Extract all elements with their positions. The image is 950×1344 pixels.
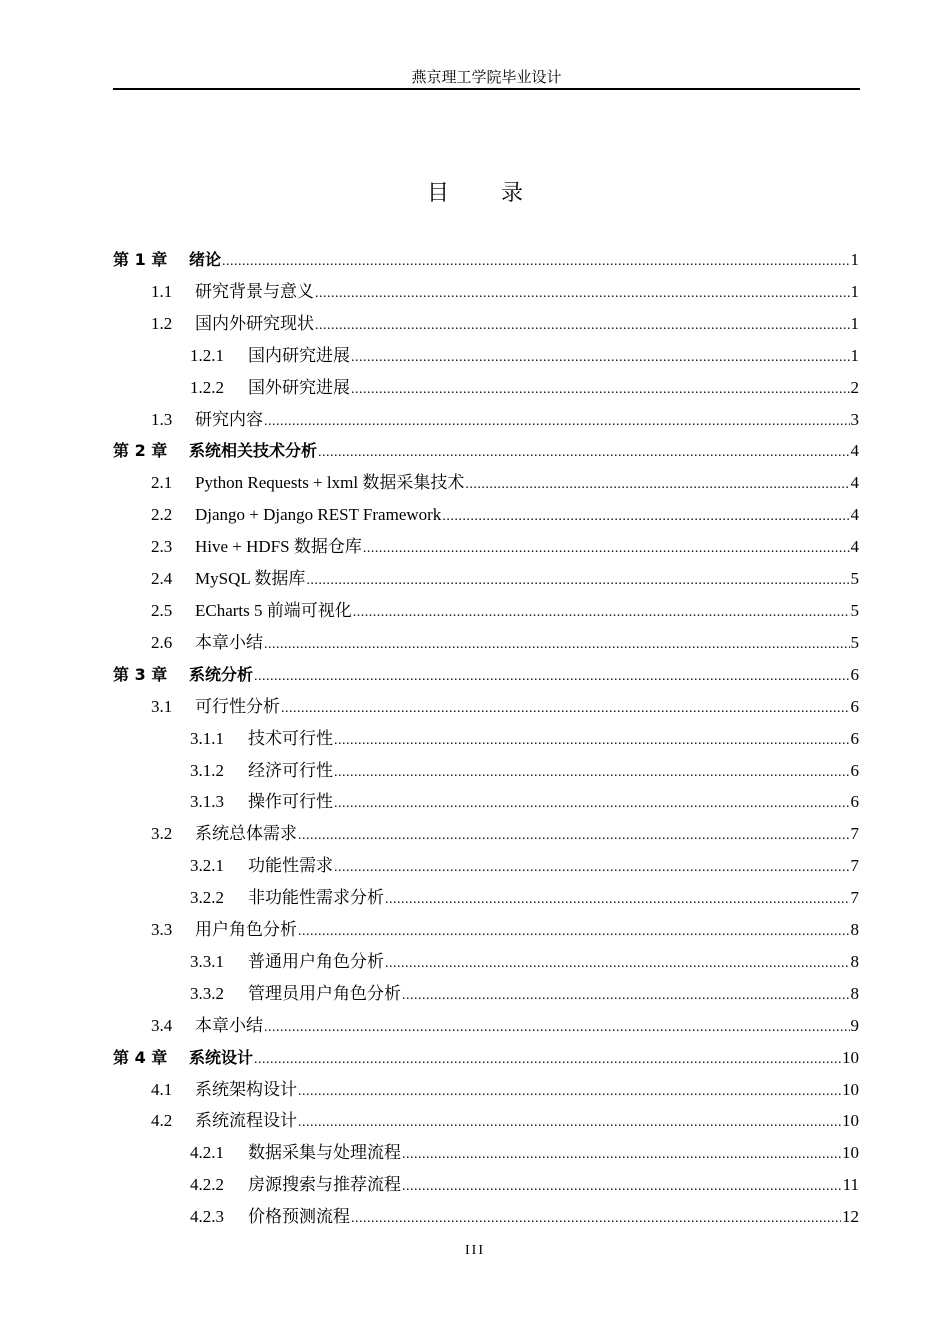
toc-entry-page: 10 [842,1079,859,1099]
header-rule [113,88,860,90]
toc-entry-title: 系统流程设计 [195,1111,297,1131]
toc-entry[interactable] [113,467,859,499]
toc-entry-page: 10 [842,1111,859,1131]
toc-dot-leader [385,884,850,916]
toc-entry[interactable] [113,818,859,850]
toc-entry-number: 1.2 [151,313,173,333]
toc-entry-title: 国内外研究现状 [195,313,314,333]
toc-entry[interactable] [113,1201,859,1233]
toc-entry-title: Hive + HDFS 数据仓库 [195,537,362,557]
toc-entry[interactable] [113,755,859,787]
toc-entry-title: 功能性需求 [248,856,333,876]
toc-dot-leader [264,1012,850,1044]
toc-entry[interactable] [113,786,859,818]
toc-entry-number: 1.2.2 [190,377,224,397]
toc-entry[interactable] [113,499,859,531]
toc-entry[interactable] [113,914,859,946]
toc-entry-title: 经济可行性 [248,760,333,780]
page-header: 燕京理工学院毕业设计 [411,70,562,86]
toc-entry-page: 5 [850,632,859,652]
toc-dot-leader [353,597,850,629]
toc-entry-number: 3.3 [151,920,173,940]
toc-entry-title: 价格预测流程 [248,1207,350,1227]
toc-entry-title: 普通用户角色分析 [248,951,384,971]
toc-entry-page: 4 [850,505,859,525]
toc-entry-title: 绪论 [189,250,222,269]
table-of-contents [113,244,859,1233]
toc-entry-title: 国外研究进展 [248,377,350,397]
toc-entry-title: 管理员用户角色分析 [248,983,401,1003]
toc-entry[interactable] [113,659,859,691]
toc-entry[interactable] [113,531,859,563]
toc-dot-leader [334,852,850,884]
toc-entry-title: 系统分析 [189,664,254,684]
toc-entry-page: 8 [850,920,859,940]
toc-entry[interactable] [113,691,859,723]
toc-entry-page: 11 [842,1175,859,1195]
toc-entry-title: 非功能性需求分析 [248,888,384,908]
toc-title [0,178,950,210]
toc-entry-page: 5 [850,569,859,589]
toc-entry-page: 10 [842,1047,859,1067]
toc-dot-leader [298,916,850,948]
toc-entry-number: 第 3 章 [113,664,168,684]
toc-entry-title: 系统架构设计 [195,1079,297,1099]
toc-entry-title: 数据采集与处理流程 [248,1143,401,1163]
toc-entry-page: 4 [850,537,859,557]
toc-entry-number: 2.5 [151,600,173,620]
toc-entry-page: 10 [842,1143,859,1163]
toc-entry[interactable] [113,627,859,659]
toc-entry-number: 2.6 [151,632,173,652]
toc-dot-leader [298,820,850,852]
toc-dot-leader [402,1139,841,1171]
toc-dot-leader [318,437,849,469]
toc-entry[interactable] [113,595,859,627]
toc-entry[interactable] [113,372,859,404]
toc-entry-number: 3.3.2 [190,983,224,1003]
toc-entry-page: 1 [850,345,859,365]
toc-dot-leader [222,246,849,278]
toc-entry-page: 5 [850,600,859,620]
toc-title-char-1: 目 [426,181,449,206]
toc-entry-page: 6 [850,760,859,780]
toc-entry-number: 4.2 [151,1111,173,1131]
toc-entry-page: 2 [850,377,859,397]
toc-entry-number: 2.3 [151,537,173,557]
toc-entry-page: 1 [850,313,859,333]
toc-entry-title: Django + Django REST Framework [195,505,442,525]
toc-entry-number: 3.2.1 [190,856,224,876]
toc-entry[interactable] [113,435,859,467]
toc-entry-title: 可行性分析 [195,696,280,716]
toc-entry-page: 7 [850,824,859,844]
toc-entry[interactable] [113,276,859,308]
toc-entry-page: 6 [850,696,859,716]
toc-entry[interactable] [113,723,859,755]
toc-entry[interactable] [113,308,859,340]
toc-entry-page: 1 [850,250,859,269]
toc-entry[interactable] [113,1137,859,1169]
toc-entry-title: 国内研究进展 [248,345,350,365]
toc-entry-title: 研究背景与意义 [195,281,314,301]
toc-entry-number: 3.3.1 [190,951,224,971]
toc-dot-leader [306,565,849,597]
toc-entry-title: 研究内容 [195,409,263,429]
toc-entry-page: 7 [850,856,859,876]
toc-entry-number: 3.4 [151,1015,173,1035]
toc-entry[interactable] [113,850,859,882]
toc-entry[interactable] [113,1074,859,1106]
toc-entry-title: MySQL 数据库 [195,569,306,589]
toc-entry-page: 1 [850,281,859,301]
toc-entry-number: 1.2.1 [190,345,224,365]
toc-entry-title: 用户角色分析 [195,920,297,940]
toc-entry-title: 操作可行性 [248,792,333,812]
toc-entry[interactable] [113,404,859,436]
toc-dot-leader [334,757,850,789]
toc-dot-leader [334,725,850,757]
toc-entry-title: 房源搜索与推荐流程 [248,1175,401,1195]
toc-entry-page: 6 [850,728,859,748]
toc-dot-leader [363,533,850,565]
toc-entry-number: 4.2.3 [190,1207,224,1227]
toc-entry-number: 3.1.2 [190,760,224,780]
toc-entry-number: 4.2.2 [190,1175,224,1195]
toc-entry-title: 本章小结 [195,1015,263,1035]
toc-entry-number: 第 4 章 [113,1047,168,1067]
toc-entry-number: 4.1 [151,1079,173,1099]
toc-dot-leader [264,406,850,438]
toc-entry-page: 12 [842,1207,859,1227]
toc-entry-title: Python Requests + lxml 数据采集技术 [195,473,465,493]
toc-entry[interactable] [113,1105,859,1137]
toc-entry-page: 8 [850,983,859,1003]
toc-entry-number: 3.2 [151,824,173,844]
toc-entry-page: 3 [850,409,859,429]
toc-entry-number: 3.1.3 [190,792,224,812]
toc-entry-title: ECharts 5 前端可视化 [195,600,352,620]
toc-entry-number: 3.1.1 [190,728,224,748]
toc-entry-title: 技术可行性 [248,728,333,748]
toc-dot-leader [385,948,850,980]
toc-entry-number: 1.3 [151,409,173,429]
toc-entry[interactable] [113,946,859,978]
toc-entry-title: 系统相关技术分析 [189,441,318,461]
toc-entry-page: 6 [850,792,859,812]
toc-dot-leader [281,693,850,725]
toc-entry-page: 6 [850,664,859,684]
toc-dot-leader [351,1203,841,1235]
toc-entry-page: 7 [850,888,859,908]
toc-entry[interactable] [113,340,859,372]
toc-entry-number: 4.2.1 [190,1143,224,1163]
toc-entry-page: 8 [850,951,859,971]
toc-entry-number: 2.4 [151,569,173,589]
toc-dot-leader [402,980,850,1012]
toc-entry[interactable] [113,244,859,276]
toc-entry[interactable] [113,1169,859,1201]
toc-entry-title: 本章小结 [195,632,263,652]
toc-entry-number: 2.1 [151,473,173,493]
toc-dot-leader [334,788,850,820]
toc-dot-leader [442,501,849,533]
toc-dot-leader [351,342,850,374]
toc-entry[interactable] [113,563,859,595]
toc-dot-leader [298,1107,841,1139]
toc-entry[interactable] [113,1010,859,1042]
toc-entry-number: 3.1 [151,696,173,716]
toc-entry-number: 第 1 章 [113,250,168,269]
toc-entry-title: 系统总体需求 [195,824,297,844]
toc-entry-number: 1.1 [151,281,173,301]
toc-dot-leader [351,374,850,406]
toc-dot-leader [465,469,849,501]
toc-dot-leader [254,1044,841,1076]
toc-entry-number: 3.2.2 [190,888,224,908]
toc-entry-number: 2.2 [151,505,173,525]
toc-dot-leader [264,629,850,661]
toc-entry[interactable] [113,978,859,1010]
page-number: III [465,1243,485,1258]
toc-entry[interactable] [113,1042,859,1074]
toc-dot-leader [315,310,850,342]
toc-entry-page: 4 [850,473,859,493]
toc-dot-leader [298,1076,841,1108]
toc-entry-number: 第 2 章 [113,441,168,461]
toc-entry-title: 系统设计 [189,1047,254,1067]
toc-entry-page: 9 [850,1015,859,1035]
toc-title-char-2: 录 [501,181,524,206]
toc-dot-leader [315,278,850,310]
toc-dot-leader [254,661,849,693]
toc-dot-leader [402,1171,842,1203]
toc-entry-page: 4 [850,441,859,461]
toc-entry[interactable] [113,882,859,914]
